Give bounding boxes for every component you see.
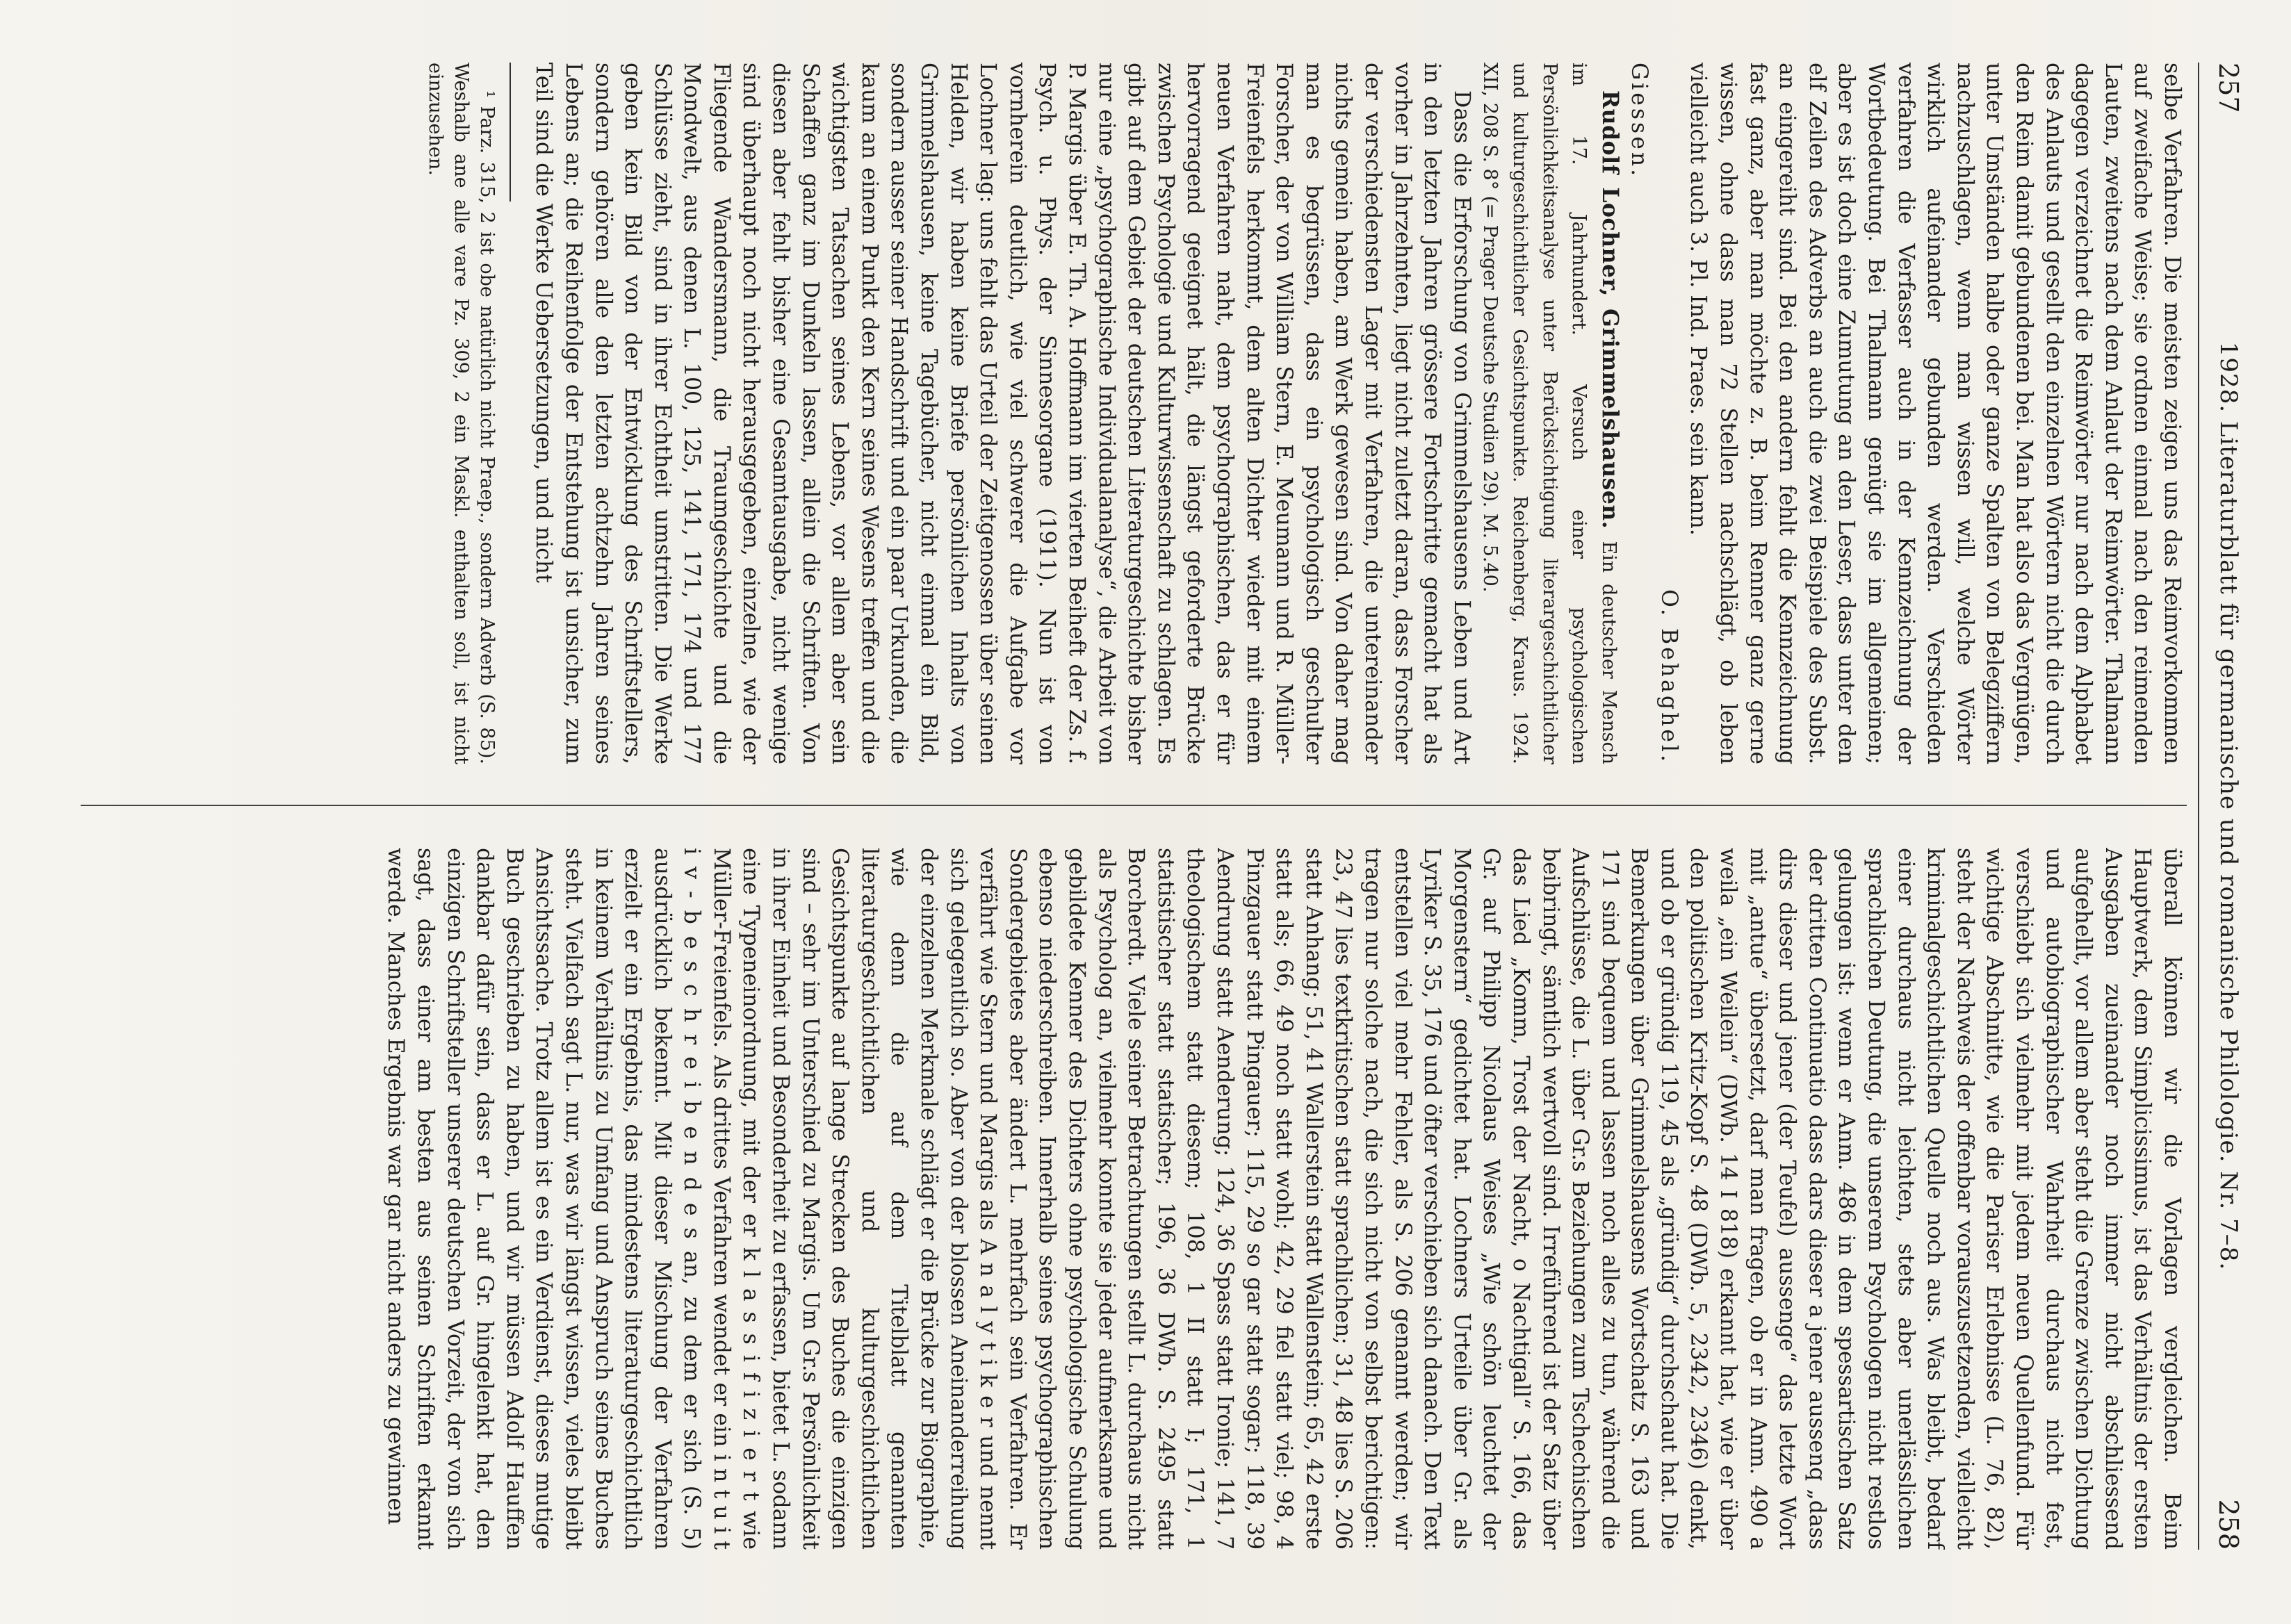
running-title: 1928. Literaturblatt für germanische und romanische Philologie. Nr. 7–8. [2215, 341, 2242, 1271]
review-bibliographic-meta: Ein deutscher Mensch im 17. Jahrhundert. Versuch einer psychologischen Persönlichkeitsanalyse unter Berücksichtigung literargeschichtlicher und kulturgeschichtlicher Gesichtspunkte. Reichenberg, Kraus. 1924. XII, 208 S. 8° (= Prager Deutsche Studien 29). M. 5.40. [1479, 63, 1620, 764]
right-column [81, 848, 2187, 1550]
footnote-rule [509, 63, 511, 202]
review-place: Giessen. [1626, 63, 1652, 179]
footnote: ¹ Parz. 315, 2 ist obe natürlich nicht Praep., sondern Adverb (S. 85). Weshalb ane alle vare Pz. 309, 2 ein Maskl. enthalten soll, ist nicht einzusehen. [424, 63, 498, 764]
running-header [2208, 63, 2249, 1550]
paragraph-review-continued: überall können wir die Vorlagen vergleichen. Beim Hauptwerk, dem Simplicissimus, ist das Verhältnis der ersten Ausgaben zueinander noch immer nicht abschliessend aufgehellt, vor allem aber steht die Grenze zwischen Dichtung und autobiographischer Wahrheit durchaus nicht fest, verschiebt sich vielmehr mit jedem neuen Quellenfund. Für wichtige Abschnitte, wie die Pariser Erlebnisse (L. 76, 82), steht der Nachweis der offenbar vorauszusetzenden, vielleicht kriminalgeschichtlichen Quelle noch aus. Was bleibt, bedarf einer durchaus nicht leichten, stets aber unerlässlichen sprachlichen Deutung, die unserem Psychologen nicht restlos gelungen ist: wenn er Anm. 486 in dem spessartischen Satz der dritten Continuatio dass dars dieser a jener aussenq „dass dirs dieser und jener (der Teufel) aussenge“ das letzte Wort mit „antue“ übersetzt, darf man fragen, ob er in Anm. 490 a weila „ein Weilein“ (DWb. 14 I 818) erkannt hat, wie er über den politischen Kritz-Kopf S. 48 (DWb. 5, 2342, 2346) denkt, und ob er gründig 119, 45 als „gründig“ durchschaut hat. Die Bemerkungen über Grimmelshausens Wortschatz S. 163 und 171 sind bequem und lassen noch alles zu tun, während die Aufschlüsse, die L. über Gr.s Beziehungen zum Tschechischen beibringt, sämtlich wertvoll sind. Irreführend ist der Satz über das Lied „Komm, Trost der Nacht, o Nachtigall“ S. 166, das Gr. auf Philipp Nicolaus Weises „Wie schön leuchtet der Morgenstern“ gedichtet hat. Lochners Urteile über Gr. als Lyriker S. 35, 176 und öfter verschieben sich danach. Den Text entstellen viel mehr Fehler, als S. 206 genannt werden; wir tragen nur solche nach, die sich nicht von selbst berichtigen: 23, 47 lies textkritischen statt sprachlichen; 31, 48 lies S. 206 statt Anhang; 51, 41 Wallerstein statt Wallenstein; 65, 42 erste statt als; 66, 49 noch statt wohl; 42, 29 fiel statt viel; 98, 4 Pinzgauer statt Pingauer; 115, 29 so gar statt sogar; 118, 39 Aendrung statt Aenderung; 124, 36 Spass statt Ironie; 141, 7 theologischem statt diesem; 108, 1 II statt I; 171, 1 statistischer statt statischer; 196, 36 DWb. S. 2495 statt Borcherdt. Viele seiner Betrachtungen stellt L. durchaus nicht als Psycholog an, vielmehr konnte sie jeder aufmerksame und gebildete Kenner des Dichters ohne psychologische Schulung ebenso niederschreiben. Innerhalb seines psychographischen Sondergebietes aber ändert L. mehrfach sein Verfahren. Er verfährt wie Stern und Margis als A n a l y t i k e r und nennt sich gelegentlich so. Aber von der blossen Aneinanderreihung der einzelnen Merkmale schlägt er die Brücke zur Biographie, wie denn die auf dem Titelblatt genannten literaturgeschichtlichen und kulturgeschichtlichen Gesichtspunkte auf lange Strecken des Buches die einzigen sind – sehr im Unterschied zu Margis. Um Gr.s Persönlichkeit in ihrer Einheit und Besonderheit zu erfassen, bietet L. sodann eine Typeneinordnung, mit der er k l a s s i f i z i e r t wie Müller-Freienfels. Als drittes Verfahren wendet er ein i n t u i t i v - b e s c h r e i b e n d e s an, zu dem er sich (S. 5) ausdrücklich bekennt. Mit dieser Mischung der Verfahren erzielt er ein Ergebnis, das mindestens literaturgeschichtlich in keinem Verhältnis zu Umfang und Anspruch seines Buches steht. Vielfach sagt L. nur, was wir längst wissen, vieles bleibt Ansichtssache. Trotz allem ist es ein Verdienst, dieses mutige Buch geschrieben zu haben, und wir müssen Adolf Hauffen dankbar dafür sein, dass er L. auf Gr. hingelenkt hat, den einzigen Schriftsteller unserer deutschen Vorzeit, der von sich sagt, dass einer am besten aus seinen Schriften erkannt werde. Manches Ergebnis war gar nicht anders zu gewinnen [383, 848, 2185, 1550]
paragraph-rhyme-dictionaries: selbe Verfahren. Die meisten zeigen uns das Reimvorkommen auf zweifache Weise; sie ordnen einmal nach den reimenden Lauten, zweitens nach dem Anlaut der Reimwörter. Thalmann dagegen verzeichnet die Reimwörter nur nach dem Alphabet des Anlauts und gesellt den einzelnen Wörtern nicht die durch den Reim damit gebundenen bei. Man hat also das Vergnügen, unter Umständen halbe oder ganze Spalten von Belegziffern nachzuschlagen, wenn man wissen will, welche Wörter wirklich aufeinander gebunden werden. Verschieden verfahren die Verfasser auch in der Kennzeichnung der Wortbedeutung. Bei Thalmann genügt sie im allgemeinen; aber es ist doch eine Zumutung an den Leser, dass unter den elf Zeilen des Adverbs an auch die zwei Beispiele des Subst. an eingereiht sind. Bei den andern fehlt die Kennzeichnung fast ganz, aber man möchte z. B. beim Renner ganz gerne wissen, ohne dass man 72 Stellen nachschlägt, ob leben vielleicht auch 3. Pl. Ind. Praes. sein kann. [1686, 63, 2185, 764]
page-number-left: 257 [2213, 63, 2244, 113]
page-number-right: 258 [2213, 1499, 2244, 1550]
review-title: Grimmelshausen. [1597, 309, 1623, 530]
column-divider [81, 805, 2187, 806]
header-rule [2198, 63, 2199, 1550]
review-heading [1476, 63, 1624, 764]
review-author: Rudolf Lochner, [1597, 90, 1623, 297]
paragraph-grimmelshausen-review: Dass die Erforschung von Grimmelshausens Leben und Art in den letzten Jahren grössere Fortschritte gemacht hat als vorher in Jahrzehnten, liegt nicht zuletzt daran, dass Forscher der verschiedensten Lager mit Verfahren, die untereinander nichts gemein haben, am Werk gewesen sind. Von daher mag man es begrüssen, dass ein psychologisch geschulter Forscher, der von William Stern, E. Meumann und R. Müller-Freienfels herkommt, dem alten Dichter wieder mit einem neuen Verfahren naht, dem psychographischen, das er für hervorragend geeignet hält, die längst geforderte Brücke zwischen Psychologie und Kulturwissenschaft zu schlagen. Es gibt auf dem Gebiet der deutschen Literaturgeschichte bisher nur eine „psychographische Individualanalyse“, die Arbeit von P. Margis über E. Th. A. Hoffmann im vierten Beiheft der Zs. f. Psych. u. Phys. der Sinnesorgane (1911). Nun ist von vornherein deutlich, wie viel schwerer die Aufgabe vor Lochner lag: uns fehlt das Urteil der Zeitgenossen über seinen Helden, wir haben keine Briefe persönlichen Inhalts von Grimmelshausen, keine Tagebücher, nicht einmal ein Bild, sondern ausser seiner Handschrift und ein paar Urkunden, die kaum an einem Punkt den Kern seines Wesens treffen und die wichtigsten Tatsachen seines Lebens, vor allem aber sein Schaffen ganz im Dunkeln lassen, allein die Schriften. Von diesen aber fehlt bisher eine Gesamtausgabe, nicht wenige sind überhaupt noch nicht herausgegeben, einzelne, wie der Fliegende Wandersmann, die Traumgeschichte und die Mondwelt, aus denen L. 100, 125, 141, 171, 174 und 177 Schlüsse zieht, sind in ihrer Echtheit umstritten. Die Werke geben kein Bild von der Entwicklung des Schriftstellers, sondern gehören alle den letzten achtzehn Jahren seines Lebens an; die Reihenfolge der Entstehung ist unsicher, zum Teil sind die Werke Uebersetzungen, und nicht [531, 63, 1474, 764]
review-signature: O. Behaghel. [1656, 589, 1681, 764]
left-column [81, 63, 2187, 764]
